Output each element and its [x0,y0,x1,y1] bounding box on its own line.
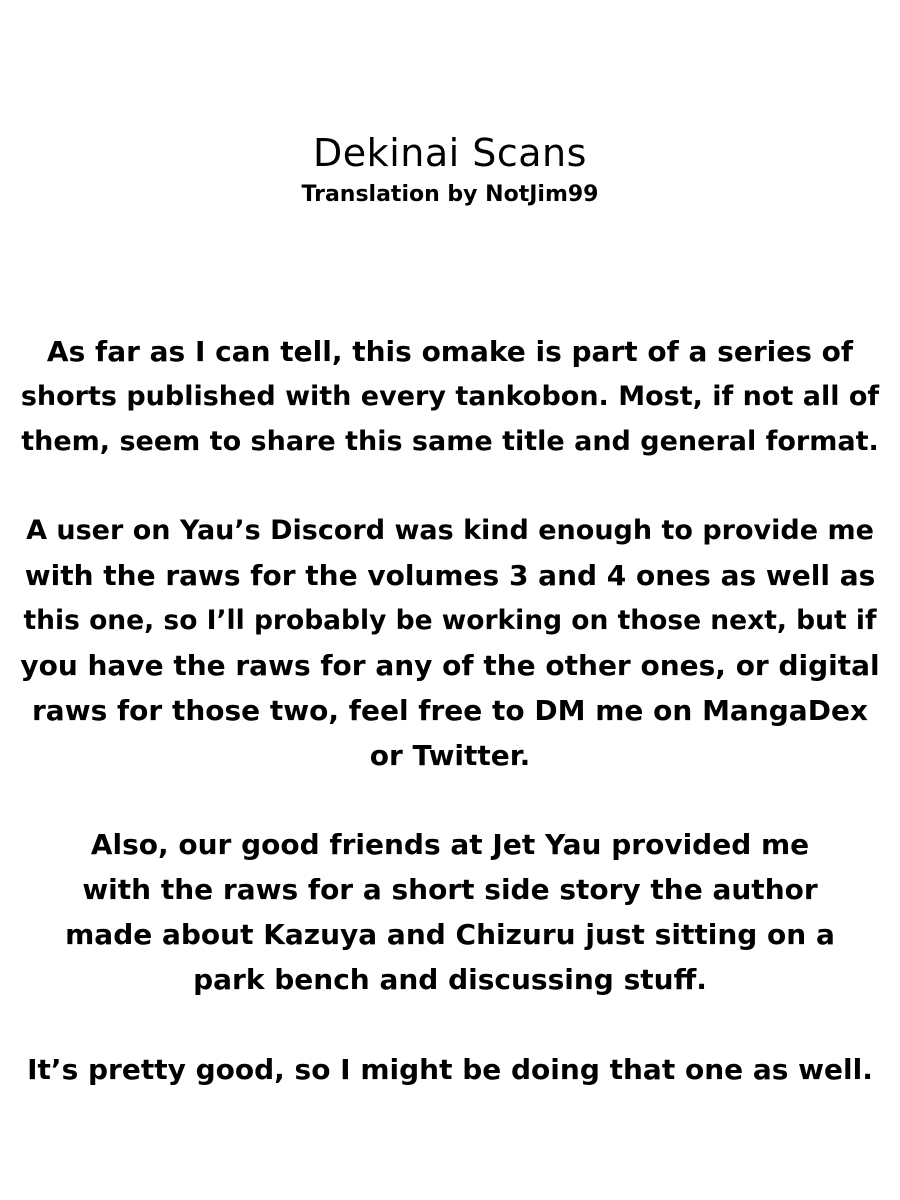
text-line: made about Kazuya and Chizuru just sitting on a [65,918,835,951]
paragraph-omake-series [20,329,880,464]
text-line: with the raws for a short side story the author [82,873,818,906]
text-line: shorts published with every tankobon. Most, if not all of [20,381,880,412]
text-line: park bench and discussing stuff. [193,963,707,996]
text-line: It’s pretty good, so I might be doing that one as well. [27,1053,873,1086]
translator-credit: Translation by NotJim99 [301,182,599,207]
paragraph-raws-request [20,508,880,778]
text-line: As far as I can tell, this omake is part of a series of [46,335,854,368]
text-line: or Twitter. [369,739,531,772]
text-line: you have the raws for any of the other ones, or digital [20,649,880,682]
text-line: raws for those two, feel free to DM me on MangaDex [32,694,868,727]
text-line: this one, so I’ll probably be working on those next, but if [23,605,877,636]
text-line: A user on Yau’s Discord was kind enough to provide me [26,515,874,546]
paragraph-side-story [20,822,880,1002]
text-line: Also, our good friends at Jet Yau provided me [90,828,810,861]
page-title: Dekinai Scans [313,131,587,175]
text-line: them, seem to share this same title and general format. [21,426,879,457]
text-line: with the raws for the volumes 3 and 4 ones as well as [24,559,876,592]
paragraph-closing-note [20,1047,880,1092]
